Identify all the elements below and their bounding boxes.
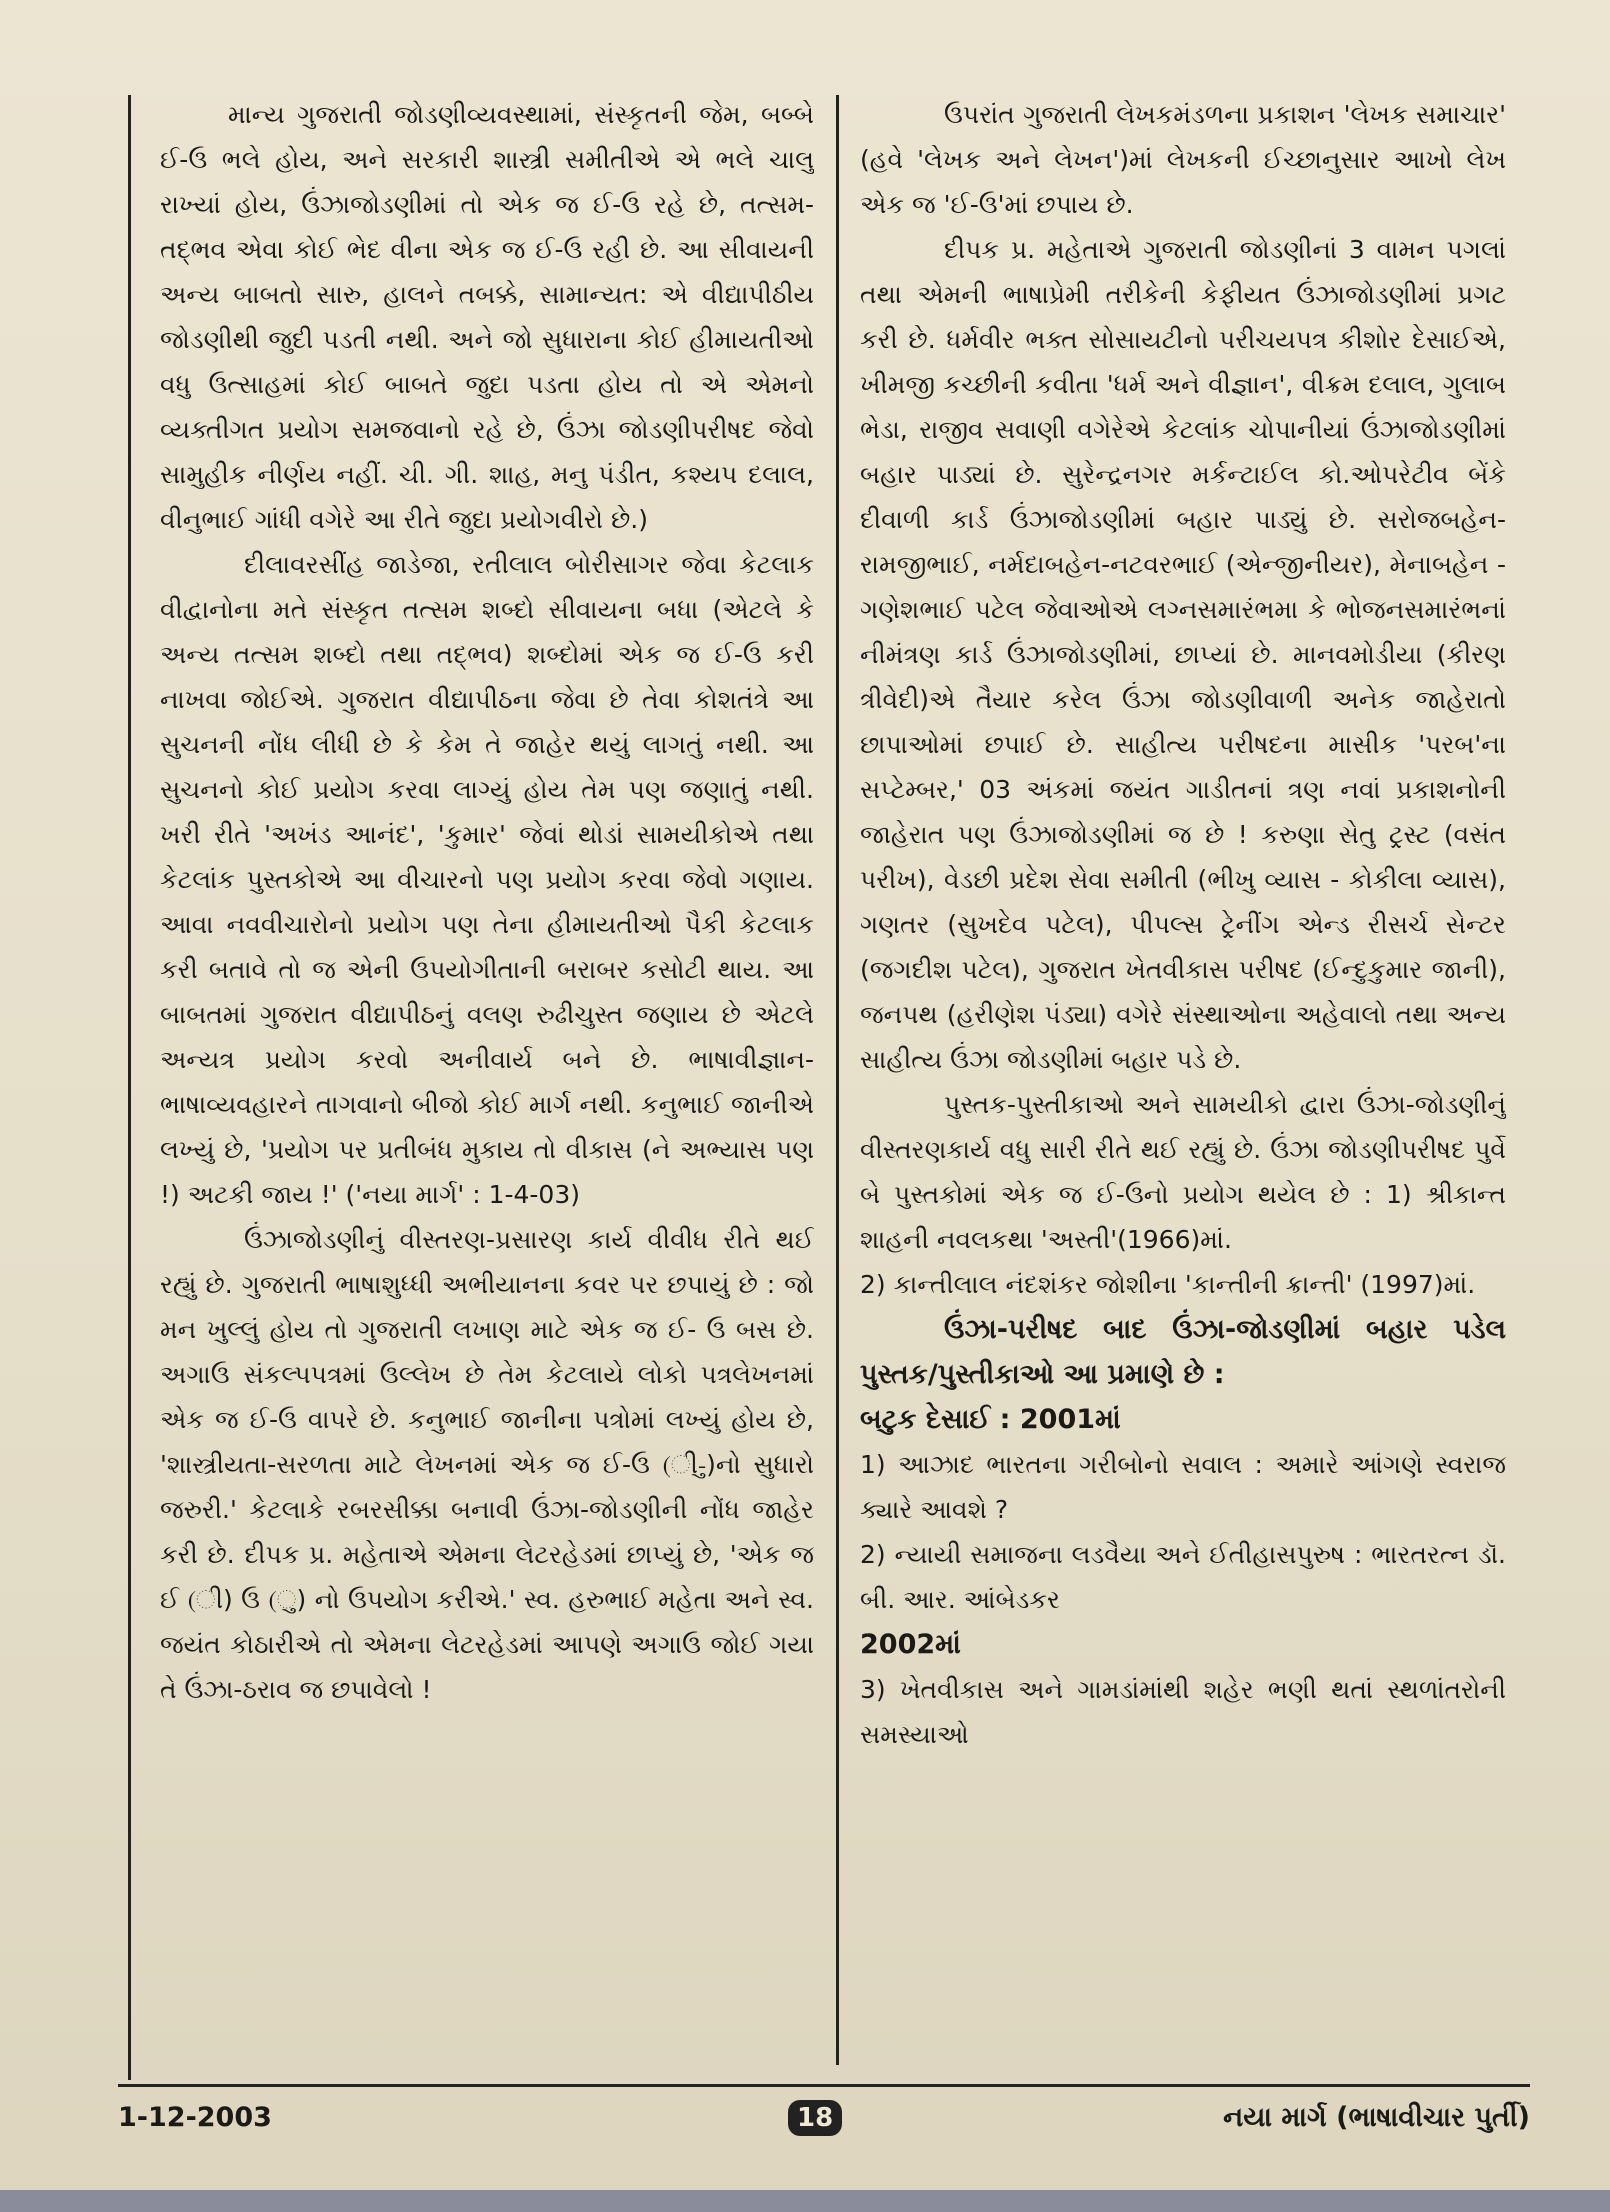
author-year-subheading: બટુક દેસાઈ : 2001માં [860,1404,1121,1435]
right-paragraph-2: દીપક પ્ર. મહેતાએ ગુજરાતી જોડણીનાં 3 વામન પગલાં તથા એમની ભાષાપ્રેમી તરીકેની કેફીયત ઉંઝાજોડણીમાં પ્રગટ કરી છે. ધર્મવીર ભક્ત સોસાયટીનો પરીચયપત્ર કીશોર દેસાઈએ, ખીમજી કચ્છીની કવીતા 'ધર્મ અને વીજ્ઞાન', વીક્રમ દલાલ, ગુલાબ ભેડા, રાજીવ સવાણી વગેરેએ કેટલાંક ચોપાનીયાં ઉંઝાજોડણીમાં બહાર પાડ્યાં છે. સુરેન્દ્રનગર મર્કન્ટાઈલ કો.ઓપરેટીવ બેંકે દીવાળી કાર્ડ ઉંઝાજોડણીમાં બહાર પાડ્યું છે. સરોજબહેન-રામજીભાઈ, નર્મદાબહેન-નટવરભાઈ (એન્જીનીયર), મેનાબહેન - ગણેશભાઈ પટેલ જેવાઓએ લગ્નસમારંભમા કે ભોજનસમારંભનાં નીમંત્રણ કાર્ડ ઉંઝાજોડણીમાં, છાપ્યાં છે. માનવમોડીયા (કીરણ ત્રીવેદી)એ તૈયાર કરેલ ઉંઝા જોડણીવાળી અનેક જાહેરાતો છાપાઓમાં છપાઈ છે. સાહીત્ય પરીષદના માસીક 'પરબ'ના સપ્ટેમ્બર,' 03 અંકમાં જયંત ગાડીતનાં ત્રણ નવાં પ્રકાશનોની જાહેરાત પણ ઉંઝાજોડણીમાં જ છે ! કરુણા સેતુ ટ્રસ્ટ (વસંત પરીખ), વેડછી પ્રદેશ સેવા સમીતી (ભીખુ વ્યાસ - કોકીલા વ્યાસ), ગણતર (સુખદેવ પટેલ), પીપલ્સ ટ્રેનીંગ એન્ડ રીસર્ચ સેન્ટર (જગદીશ પટેલ), ગુજરાત ખેતવીકાસ પરીષદ (ઈન્દુકુમાર જાની), જનપથ (હરીણેશ પંડ્યા) વગેરે સંસ્થાઓના અહેવાલો તથા અન્ય સાહીત્ય ઉંઝા જોડણીમાં બહાર પડે છે. [860,235,1506,1074]
left-paragraph-1: માન્ય ગુજરાતી જોડણીવ્યવસ્થામાં, સંસ્કૃતની જેમ, બબ્બે ઈ-ઉ ભલે હોય, અને સરકારી શાસ્ત્રી સમીતીએ એ ભલે ચાલુ રાખ્યાં હોય, ઉંઝાજોડણીમાં તો એક જ ઈ-ઉ રહે છે, તત્સમ-તદ્ભવ એવા કોઈ ભેદ વીના એક જ ઈ-ઉ રહી છે. આ સીવાયની અન્ય બાબતો સારુ, હાલને તબક્કે, સામાન્યત: એ વીદ્યાપીઠીય જોડણીથી જુદી પડતી નથી. અને જો સુધારાના કોઈ હીમાયતીઓ વધુ ઉત્સાહમાં કોઈ બાબતે જુદા પડતા હોય તો એ એમનો વ્યક્તીગત પ્રયોગ સમજવાનો રહે છે, ઉંઝા જોડણીપરીષદ જેવો સામુહીક નીર્ણય નહીં. ચી. ગી. શાહ, મનુ પંડીત, કશ્યપ દલાલ, વીનુભાઈ ગાંધી વગેરે આ રીતે જુદા પ્રયોગવીરો છે.) [160,100,814,534]
book-item-2: 2) ન્યાયી સમાજના લડવૈયા અને ઈતીહાસપુરુષ : ભારતરત્ન ડૉ. બી. આર. આંબેડકર [860,1540,1506,1614]
journal-name: નયા માર્ગ (ભાષાવીચાર પુર્તી) [1223,2102,1530,2133]
right-paragraph-3: પુસ્તક-પુસ્તીકાઓ અને સામયીકો દ્વારા ઉંઝા-જોડણીનું વીસ્તરણકાર્ય વધુ સારી રીતે થઈ રહ્યું છે. ઉંઝા જોડણીપરીષદ પુર્વે બે પુસ્તકોમાં એક જ ઈ-ઉનો પ્રયોગ થયેલ છે : 1) શ્રીકાન્ત શાહની નવલકથા 'અસ્તી'(1966)માં. [860,1090,1506,1254]
left-paragraph-2: દીલાવરસીંહ જાડેજા, રતીલાલ બોરીસાગર જેવા કેટલાક વીદ્વાનોના મતે સંસ્કૃત તત્સમ શબ્દો સીવાયના બધા (એટલે કે અન્ય તત્સમ શબ્દો તથા તદ્ભવ) શબ્દોમાં એક જ ઈ-ઉ કરી નાખવા જોઈએ. ગુજરાત વીદ્યાપીઠના જેવા છે તેવા કોશતંત્રે આ સુચનની નોંધ લીધી છે કે કેમ તે જાહેર થયું લાગતું નથી. આ સુચનનો કોઈ પ્રયોગ કરવા લાગ્યું હોય તેમ પણ જણાતું નથી. ખરી રીતે 'અખંડ આનંદ', 'કુમાર' જેવાં થોડાં સામયીકોએ તથા કેટલાંક પુસ્તકોએ આ વીચારનો પણ પ્રયોગ કરવા જેવો ગણાય. આવા નવવીચારોનો પ્રયોગ પણ તેના હીમાયતીઓ પૈકી કેટલાક કરી બતાવે તો જ એની ઉપયોગીતાની બરાબર કસોટી થાય. આ બાબતમાં ગુજરાત વીદ્યાપીઠનું વલણ રુઢીચુસ્ત જણાય છે એટલે અન્યત્ર પ્રયોગ કરવો અનીવાર્ય બને છે. ભાષાવીજ્ઞાન-ભાષાવ્યવહારને તાગવાનો બીજો કોઈ માર્ગ નથી. કનુભાઈ જાનીએ લખ્યું છે, 'પ્રયોગ પર પ્રતીબંધ મુકાય તો વીકાસ (ને અભ્યાસ પણ !) અટકી જાય !' ('નયા માર્ગ' : 1-4-03) [160,550,814,1209]
book-item-3: 3) ખેતવીકાસ અને ગામડાંમાંથી શહેર ભણી થતાં સ્થળાંતરોની સમસ્યાઓ [860,1675,1506,1749]
books-list-heading: ઉંઝા-પરીષદ બાદ ઉંઝા-જોડણીમાં બહાર પડેલ પુસ્તક/પુસ્તીકાઓ આ પ્રમાણે છે : [860,1314,1506,1390]
right-paragraph-1: ઉપરાંત ગુજરાતી લેખકમંડળના પ્રકાશન 'લેખક સમાચાર' (હવે 'લેખક અને લેખન')માં લેખકની ઈચ્છાનુસાર આખો લેખ એક જ 'ઈ-ઉ'માં છપાય છે. [860,100,1506,219]
book-item-1: 1) આઝાદ ભારતના ગરીબોનો સવાલ : અમારે આંગણે સ્વરાજ ક્યારે આવશે ? [860,1450,1506,1524]
issue-date: 1-12-2003 [118,2102,272,2133]
footer-rule [118,2084,1530,2087]
right-column [860,92,1506,2052]
left-margin-rule [128,95,131,2080]
year-subheading: 2002માં [860,1629,961,1660]
left-column [160,92,814,2052]
column-divider-rule [836,95,839,2065]
page-footer [118,2102,1530,2142]
right-paragraph-4: 2) કાન્તીલાલ નંદશંકર જોશીના 'કાન્તીની ક્રાન્તી' (1997)માં. [860,1270,1476,1299]
scan-background-strip [0,2190,1610,2212]
page-number-badge: 18 [788,2100,842,2136]
left-paragraph-3: ઉંઝાજોડણીનું વીસ્તરણ-પ્રસારણ કાર્ય વીવીધ રીતે થઈ રહ્યું છે. ગુજરાતી ભાષાશુધ્ધી અભીયાનના કવર પર છપાયું છે : જો મન ખુલ્લું હોય તો ગુજરાતી લખાણ માટે એક જ ઈ- ઉ બસ છે. અગાઉ સંકલ્પપત્રમાં ઉલ્લેખ છે તેમ કેટલાયે લોકો પત્રલેખનમાં એક જ ઈ-ઉ વાપરે છે. કનુભાઈ જાનીના પત્રોમાં લખ્યું હોય છે, 'શાસ્ત્રીયતા-સરળતા માટે લેખનમાં એક જ ઈ-ઉ (ી-ુ)નો સુધારો જરુરી.' કેટલાકે રબરસીક્કા બનાવી ઉંઝા-જોડણીની નોંધ જાહેર કરી છે. દીપક પ્ર. મહેતાએ એમના લેટરહેડમાં છાપ્યું છે, 'એક જ ઈ (ી) ઉ (ુ) નો ઉપયોગ કરીએ.' સ્વ. હરુભાઈ મહેતા અને સ્વ. જયંત કોઠારીએ તો એમના લેટરહેડમાં આપણે અગાઉ જોઈ ગયા તે ઉંઝા-ઠરાવ જ છપાવેલો ! [160,1225,814,1704]
